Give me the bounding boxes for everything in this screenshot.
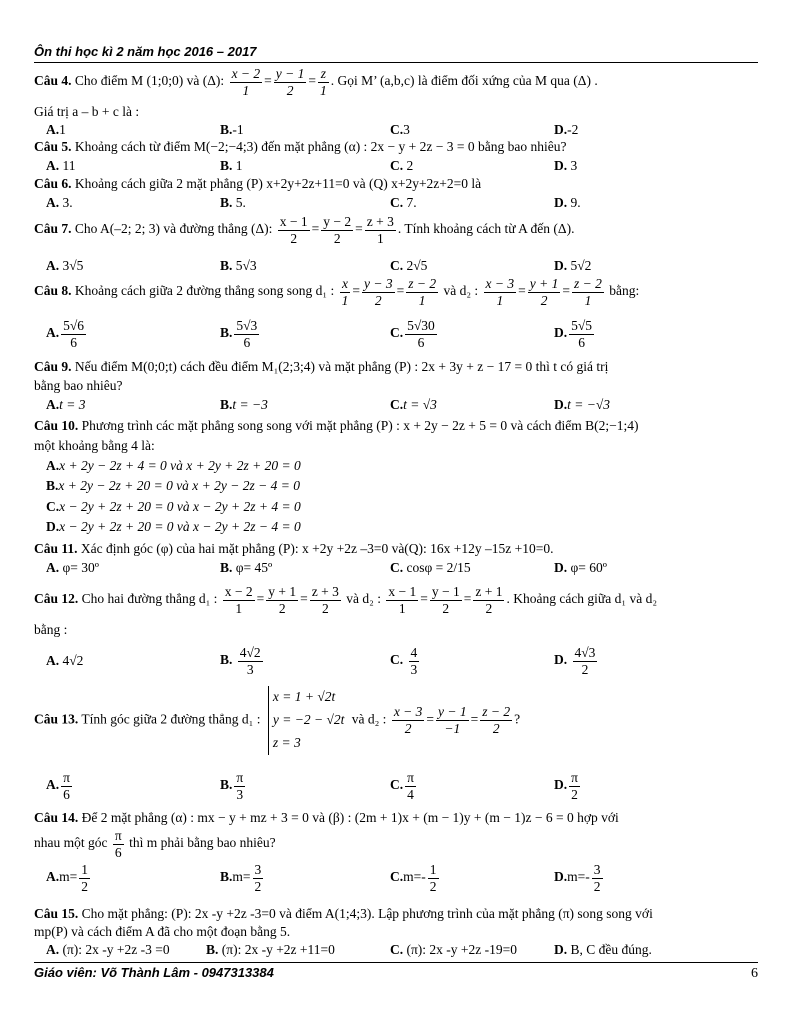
question-15 <box>34 906 758 923</box>
option-a[interactable]: A. $\frac{5√6}{6}$ <box>46 318 85 350</box>
fraction: $\frac{x - 3}{2}$ <box>393 704 423 736</box>
option-c[interactable]: C. $\frac{\pi}{4}$ <box>390 770 414 802</box>
option-b[interactable]: B. $\frac{5√3}{6}$ <box>220 318 258 350</box>
option-b[interactable]: B. 5. <box>220 195 246 210</box>
fraction: $\frac{z - 2}{1}$ <box>408 276 437 308</box>
option-c[interactable]: C.x − 2y + 2z + 20 = 0 và x − 2y + 2z + 4 = 0 <box>46 499 301 514</box>
question-label: Câu 4. <box>34 73 72 89</box>
question-13-options <box>34 770 758 806</box>
option-b[interactable]: B. $\frac{\pi}{3}$ <box>220 770 244 802</box>
question-12: Câu 12. Cho hai đường thẳng d₁ : $\frac{x - 2}{1}$ = $\frac{y + 1}{2}$ = $\frac{z + 3}{2}$ và d₂ : $\frac{x - 1}{1}$ = $\frac{y - 1}{2}$ = $\frac{z + 1}{2}$ . Khoảng cách giữa d₁ và d₂ <box>34 584 658 616</box>
question-text: Để 2 mặt phẳng (α) : mx − y + mz + 3 = 0 và (β) : (2m + 1)x + (m − 1)y + (m − 1)z − 6 = 0 hợp với <box>81 810 619 825</box>
question-label: Câu 12. <box>34 591 79 607</box>
fraction: $\frac{y - 1}{2}$ <box>431 584 460 616</box>
question-12-line2: bằng : <box>34 622 68 637</box>
question-10 <box>34 418 758 435</box>
question-15-options <box>34 942 758 960</box>
option-d[interactable]: D. $\frac{\pi}{2}$ <box>554 770 578 802</box>
fraction: $\frac{x - 2}{1}$ <box>231 66 261 98</box>
option-d[interactable]: D.x − 2y + 2z + 20 = 0 và x − 2y + 2z − 4 = 0 <box>46 519 301 534</box>
question-11 <box>34 541 758 558</box>
option-d[interactable]: D.-2 <box>554 122 579 137</box>
question-9 <box>34 359 758 376</box>
teacher-credit: Giáo viên: Võ Thành Lâm - 0947313384 <box>34 965 274 980</box>
question-text: Xác định góc (φ) của hai mặt phẳng (P): x +2y +2z –3=0 và(Q): 16x +12y –15z +10=0. <box>80 541 554 556</box>
option-a[interactable]: A.t = 3 <box>46 397 86 412</box>
question-text: . Tính khoảng cách từ A đến (Δ). <box>397 221 575 237</box>
question-7-options <box>34 258 758 276</box>
option-b[interactable]: B. (π): 2x -y +2z +11=0 <box>206 942 335 957</box>
equation-system: x = 1 + √2t y = −2 − √2t z = 3 <box>268 686 344 755</box>
question-text: Nếu điểm M(0;0;t) cách đều điểm M₁(2;3;4) và mặt phẳng (P) : 2x + 3y + z − 17 = 0 thì t có giá trị <box>74 359 609 374</box>
option-a[interactable]: A. φ= 30º <box>46 560 99 575</box>
question-label: Câu 8. <box>34 283 72 299</box>
option-c[interactable]: C. (π): 2x -y +2z -19=0 <box>390 942 518 957</box>
question-text: Cho điểm M (1;0;0) và (Δ): <box>74 73 225 89</box>
option-a[interactable]: A.x + 2y − 2z + 4 = 0 và x + 2y + 2z + 20 = 0 <box>46 458 301 473</box>
question-text: Tính góc giữa 2 đường thẳng d₁ : <box>81 711 261 727</box>
question-10-line2: một khoảng bằng 4 là: <box>34 438 155 453</box>
option-b[interactable]: B.x + 2y − 2z + 20 = 0 và x + 2y − 2z − 4 = 0 <box>46 478 300 493</box>
fraction: $\frac{z - 2}{2}$ <box>482 704 511 736</box>
question-text: và d₂ : <box>351 711 387 727</box>
question-label: Câu 7. <box>34 221 72 237</box>
question-5 <box>34 139 758 156</box>
question-8-options <box>34 318 758 354</box>
fraction: $\frac{x - 1}{2}$ <box>279 214 308 246</box>
question-text: bằng: <box>609 283 640 299</box>
question-9-options <box>34 397 758 415</box>
fraction: $\frac{y + 1}{2}$ <box>268 584 297 616</box>
fraction: $\frac{z}{1}$ <box>320 66 327 98</box>
option-d[interactable]: D.t = −√3 <box>554 397 611 412</box>
option-d[interactable]: D. 5√2 <box>554 258 592 273</box>
question-14-options <box>34 862 758 898</box>
fraction: $\frac{z + 1}{2}$ <box>475 584 503 616</box>
question-4: Câu 4. Cho điểm M (1;0;0) và (Δ): $\frac{x - 2}{1}$ = $\frac{y - 1}{2}$ = $\frac{z}{1}$ . Gọi M’ (a,b,c) là điểm đối xứng của M qua (Δ) . <box>34 66 598 98</box>
question-label: Câu 6. <box>34 176 72 191</box>
question-text: Phương trình các mặt phẳng song song với mặt phẳng (P) : x + 2y − 2z + 5 = 0 và cách điểm B(2;−1;4) <box>81 418 639 433</box>
option-d[interactable]: D. B, C đều đúng. <box>554 942 652 957</box>
option-a[interactable]: A. 11 <box>46 158 76 173</box>
option-d[interactable]: D. 3 <box>554 158 578 173</box>
option-a[interactable]: A.m= $\frac{1}{2}$ <box>46 862 88 894</box>
option-b[interactable]: B. φ= 45º <box>220 560 273 575</box>
option-b[interactable]: B. $\frac{4√2}{3}$ <box>220 645 261 677</box>
question-text: và d₂ : <box>346 591 381 607</box>
option-a[interactable]: A.1 <box>46 122 66 137</box>
fraction: $\frac{x - 3}{1}$ <box>485 276 515 308</box>
question-text: Cho mặt phẳng: (P): 2x -y +2z -3=0 và điểm A(1;4;3). Lập phương trình của mặt phẳng (π) song song với <box>81 906 653 921</box>
page-footer <box>34 962 758 981</box>
fraction: $\frac{y + 1}{2}$ <box>529 276 559 308</box>
question-9-line2: bằng bao nhiêu? <box>34 378 123 393</box>
option-b[interactable]: B. 5√3 <box>220 258 257 273</box>
fraction: $\frac{z - 2}{1}$ <box>574 276 602 308</box>
question-4-options <box>34 122 758 140</box>
option-d[interactable]: D. $\frac{5√5}{6}$ <box>554 318 593 350</box>
page-number: 6 <box>751 966 758 981</box>
option-a[interactable]: A. 4√2 <box>46 653 84 668</box>
fraction: $\frac{y - 1}{2}$ <box>275 66 305 98</box>
question-label: Câu 5. <box>34 139 72 154</box>
fraction: $\frac{x - 2}{1}$ <box>224 584 253 616</box>
option-a[interactable]: A. (π): 2x -y +2z -3 =0 <box>46 942 170 957</box>
question-label: Câu 11. <box>34 541 78 556</box>
question-label: Câu 13. <box>34 711 79 727</box>
page-header: Ôn thi học kì 2 năm học 2016 – 2017 <box>34 44 758 63</box>
question-text: và d₂ : <box>443 283 479 299</box>
option-c[interactable]: C. cosφ = 2/15 <box>390 560 471 575</box>
option-d[interactable]: D.m=- $\frac{3}{2}$ <box>554 862 601 894</box>
question-8: Câu 8. Khoảng cách giữa 2 đường thẳng song song d₁ : $\frac{x}{1}$ = $\frac{y - 3}{2}$ = $\frac{z - 2}{1}$ và d₂ : $\frac{x - 3}{1}$ = $\frac{y + 1}{2}$ = $\frac{z - 2}{1}$ bằng: <box>34 276 640 308</box>
option-b[interactable]: B.t = −3 <box>220 397 268 412</box>
question-text: Khoảng cách giữa 2 đường thẳng song song d₁ : <box>74 283 335 299</box>
question-14 <box>34 810 758 827</box>
question-6-options <box>34 195 758 213</box>
option-c[interactable]: C. 7. <box>390 195 417 210</box>
option-c[interactable]: C. $\frac{5√30}{6}$ <box>390 318 435 350</box>
option-c[interactable]: C. 2 <box>390 158 414 173</box>
question-text: Cho hai đường thẳng d₁ : <box>81 591 218 607</box>
question-6 <box>34 176 758 193</box>
question-label: Câu 10. <box>34 418 79 433</box>
fraction: $\frac{y - 2}{2}$ <box>323 214 352 246</box>
question-14-line2: nhau một góc $\frac{\pi}{6}$ thì m phải bằng bao nhiêu? <box>34 828 276 860</box>
question-15-line2: mp(P) và cách điểm A đã cho một đoạn bằng 5. <box>34 924 291 939</box>
option-d[interactable]: D. 9. <box>554 195 581 210</box>
question-text: . Gọi M’ (a,b,c) là điểm đối xứng của M qua (Δ) . <box>330 73 598 89</box>
question-label: Câu 14. <box>34 810 79 825</box>
question-text: . Khoảng cách giữa d₁ và d₂ <box>506 591 658 607</box>
option-c[interactable]: C. $\frac{4}{3}$ <box>390 645 418 677</box>
fraction: $\frac{x - 1}{1}$ <box>388 584 417 616</box>
question-text: Khoảng cách từ điểm M(−2;−4;3) đến mặt phẳng (α) : 2x − y + 2z − 3 = 0 bằng bao nhiêu? <box>74 139 567 154</box>
question-5-options <box>34 158 758 176</box>
fraction: $\frac{z + 3}{1}$ <box>366 214 394 246</box>
question-text: Cho A(–2; 2; 3) và đường thẳng (Δ): <box>74 221 273 237</box>
option-b[interactable]: B.m= $\frac{3}{2}$ <box>220 862 262 894</box>
question-label: Câu 9. <box>34 359 72 374</box>
question-text: ? <box>514 711 521 727</box>
option-c[interactable]: C. 2√5 <box>390 258 428 273</box>
question-7: Câu 7. Cho A(–2; 2; 3) và đường thẳng (Δ): $\frac{x - 1}{2}$ = $\frac{y - 2}{2}$ = $\frac{z + 3}{1}$ . Tính khoảng cách từ A đến (Δ). <box>34 214 575 246</box>
option-d[interactable]: D. $\frac{4√3}{2}$ <box>554 645 596 677</box>
fraction: $\frac{y - 1}{-1}$ <box>438 704 467 736</box>
option-a[interactable]: A. 3. <box>46 195 73 210</box>
option-c[interactable]: C.t = √3 <box>390 397 437 412</box>
question-13: Câu 13. Tính góc giữa 2 đường thẳng d₁ : x = 1 + √2t y = −2 − √2t z = 3 và d₂ : $\frac{x - 3}{2}$ = $\frac{y - 1}{-1}$ = $\frac{z - 2}{2}$ ? <box>34 686 758 755</box>
option-c[interactable]: C.3 <box>390 122 410 137</box>
option-a[interactable]: A. 3√5 <box>46 258 84 273</box>
option-c[interactable]: C.m=- $\frac{1}{2}$ <box>390 862 437 894</box>
question-label: Câu 15. <box>34 906 79 921</box>
question-11-options <box>34 560 758 578</box>
question-text: Khoảng cách giữa 2 mặt phẳng (P) x+2y+2z+11=0 và (Q) x+2y+2z+2=0 là <box>74 176 482 191</box>
fraction: $\frac{y - 3}{2}$ <box>363 276 393 308</box>
question-12-options <box>34 645 758 683</box>
option-b[interactable]: B. 1 <box>220 158 243 173</box>
fraction: $\frac{\pi}{6}$ <box>114 828 122 860</box>
fraction: $\frac{z + 3}{2}$ <box>311 584 339 616</box>
option-a[interactable]: A. $\frac{\pi}{6}$ <box>46 770 70 802</box>
question-4-line2: Giá trị a – b + c là : <box>34 104 140 119</box>
option-d[interactable]: D. φ= 60º <box>554 560 607 575</box>
option-b[interactable]: B.-1 <box>220 122 244 137</box>
fraction: $\frac{x}{1}$ <box>341 276 349 308</box>
